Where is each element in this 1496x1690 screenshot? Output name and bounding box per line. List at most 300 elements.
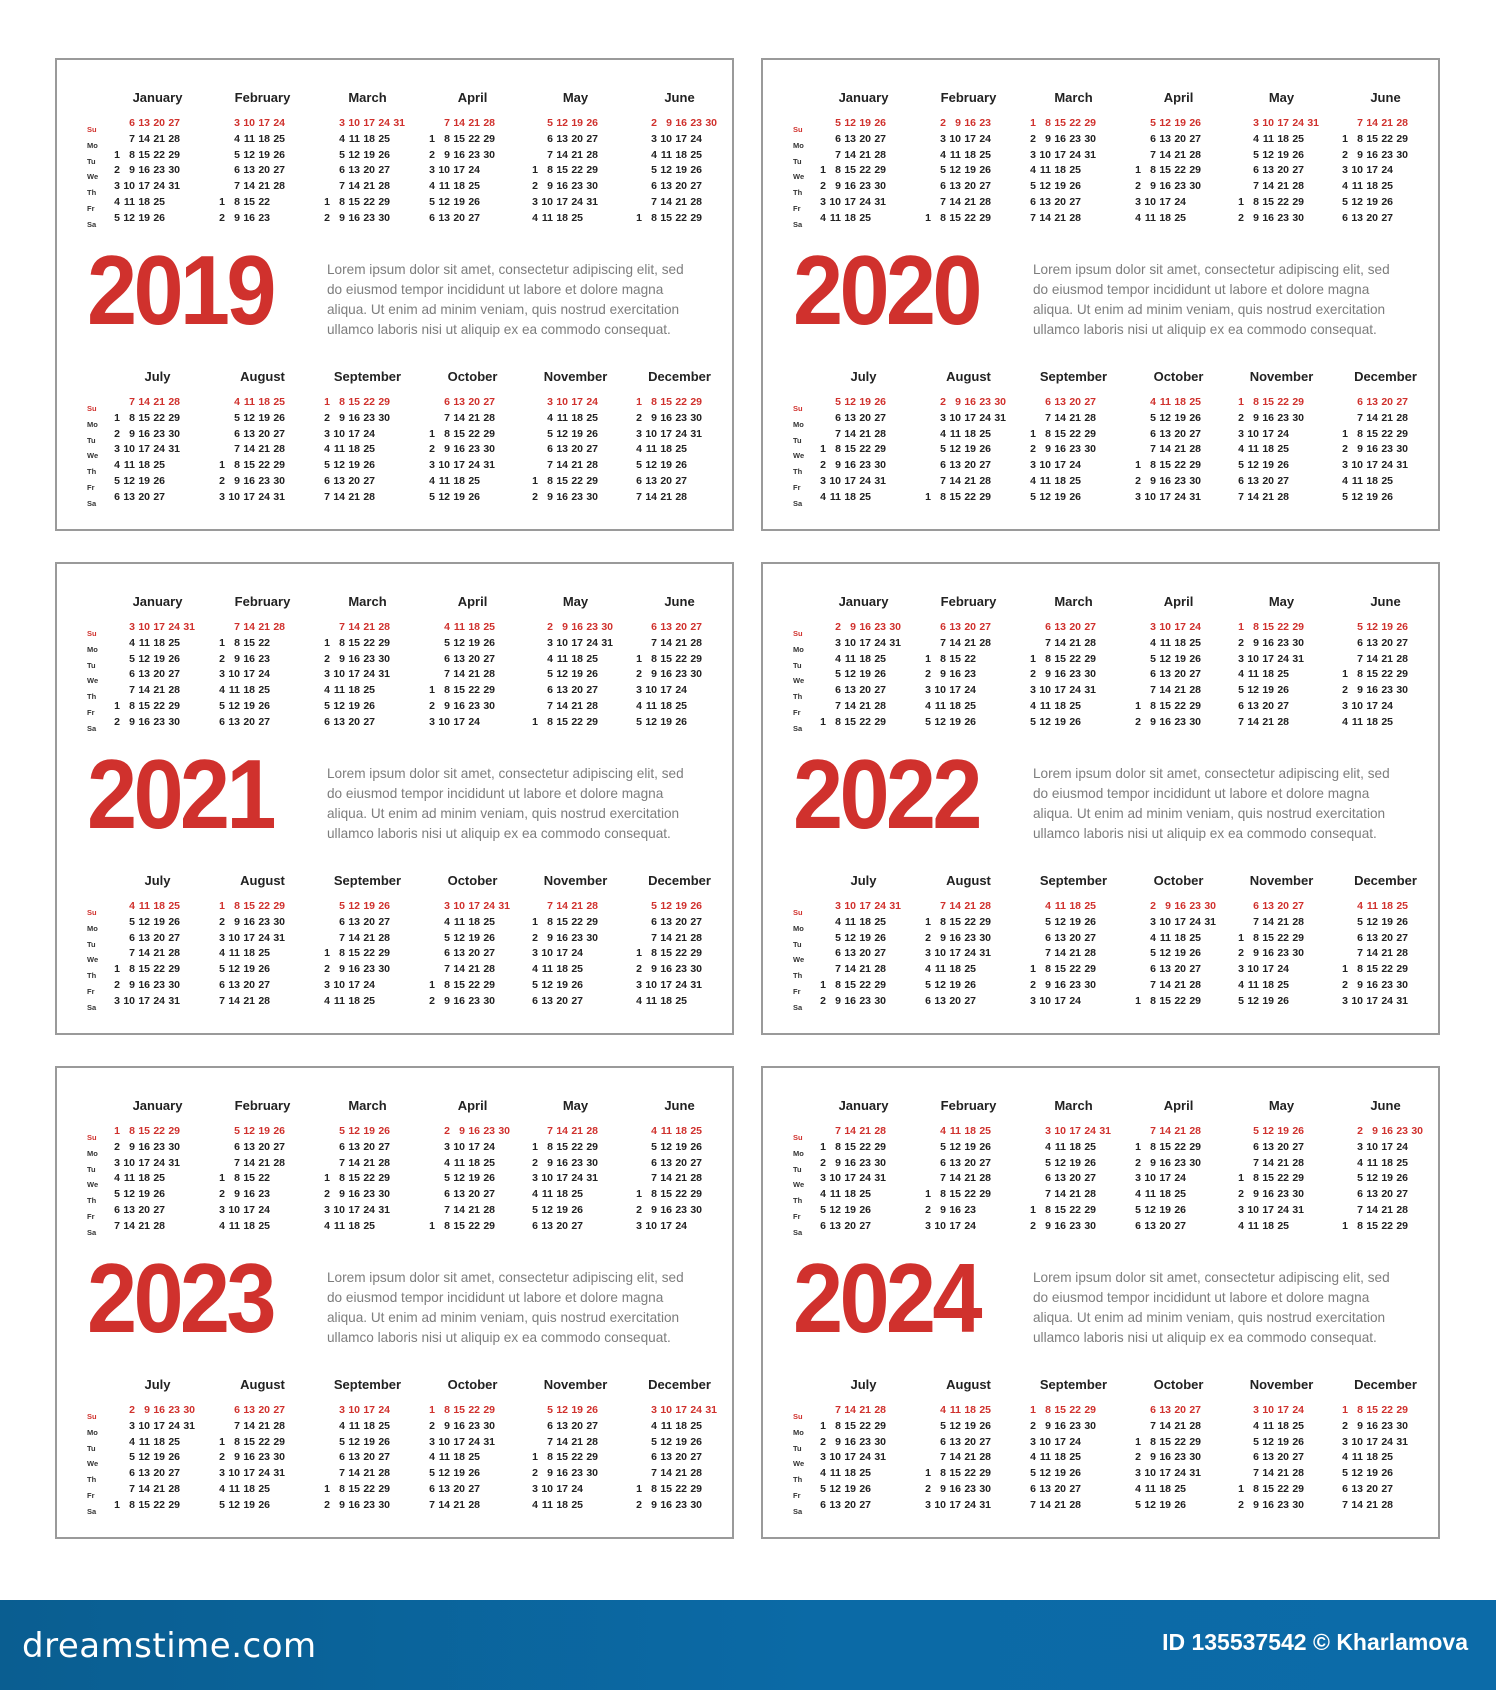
day-cell: 31 xyxy=(586,1172,598,1185)
day-cell: 5 xyxy=(444,1172,450,1185)
day-cell: 11 xyxy=(829,490,841,503)
weekday-row xyxy=(1229,931,1334,947)
day-cell: 24 xyxy=(690,132,702,145)
day-cell: 2 xyxy=(324,1188,330,1201)
day-cell: 14 xyxy=(949,900,961,912)
day-cell: 7 xyxy=(835,699,841,712)
weekday-label: Su xyxy=(793,404,803,413)
day-cell: 16 xyxy=(949,1203,961,1216)
day-cell: 20 xyxy=(363,1451,375,1464)
day-cell: 27 xyxy=(1174,1219,1186,1232)
day-cell: 16 xyxy=(138,1140,150,1153)
day-cell: 5 xyxy=(1150,652,1156,665)
weekday-label: We xyxy=(87,1459,99,1469)
day-cell: 8 xyxy=(1150,164,1156,177)
day-cell: 15 xyxy=(1262,1482,1274,1495)
weekday-row xyxy=(210,683,315,699)
day-cell: 6 xyxy=(1150,1404,1156,1416)
day-cell: 19 xyxy=(153,652,165,665)
day-cell: 7 xyxy=(234,180,240,193)
day-cell: 31 xyxy=(393,117,405,129)
day-cell: 1 xyxy=(219,1435,225,1448)
day-cell: 18 xyxy=(243,1219,255,1232)
day-cell: 26 xyxy=(1396,915,1408,928)
day-cell: 29 xyxy=(874,164,886,177)
day-cell: 22 xyxy=(1174,459,1186,472)
day-cell: 9 xyxy=(562,621,568,633)
day-cell: 16 xyxy=(571,621,583,633)
day-cell: 19 xyxy=(844,1482,856,1495)
day-cell: 12 xyxy=(645,459,657,472)
day-cell: 24 xyxy=(483,900,495,912)
day-cell: 18 xyxy=(1054,699,1066,712)
weekday-row xyxy=(627,962,732,978)
year-title: 2019 xyxy=(87,235,273,345)
day-cell: 21 xyxy=(964,900,976,912)
day-cell: 18 xyxy=(964,148,976,161)
day-cell: 6 xyxy=(114,1203,120,1216)
weekday-row xyxy=(1229,211,1334,227)
day-cell: 15 xyxy=(1262,621,1274,633)
day-cell: 11 xyxy=(123,459,135,472)
day-cell: 23 xyxy=(468,994,480,1007)
day-cell: 9 xyxy=(651,411,657,424)
month-april xyxy=(1126,88,1231,227)
weekday-row xyxy=(315,211,420,227)
day-cell: 8 xyxy=(1150,994,1156,1007)
day-cell: 11 xyxy=(645,994,657,1007)
day-cell: 20 xyxy=(675,180,687,193)
weekday-row xyxy=(1021,636,1126,652)
weekday-row xyxy=(523,636,628,652)
day-cell: 3 xyxy=(1045,1125,1051,1137)
month-september xyxy=(1021,367,1126,506)
day-cell: 16 xyxy=(348,1188,360,1201)
day-cell: 19 xyxy=(675,1140,687,1153)
day-cell: 3 xyxy=(1342,699,1348,712)
day-cell: 12 xyxy=(660,1435,672,1448)
day-cell: 2 xyxy=(114,1140,120,1153)
day-cell: 4 xyxy=(1342,715,1348,728)
day-cell: 9 xyxy=(234,652,240,665)
day-cell: 21 xyxy=(468,963,480,976)
day-cell: 16 xyxy=(243,652,255,665)
day-cell: 4 xyxy=(1342,1451,1348,1464)
day-cell: 23 xyxy=(859,1435,871,1448)
day-cell: 11 xyxy=(1262,1419,1274,1432)
day-cell: 24 xyxy=(979,132,991,145)
day-cell: 2 xyxy=(1030,978,1036,991)
day-cell: 6 xyxy=(129,117,135,129)
weekday-row xyxy=(1021,1171,1126,1187)
day-cell: 11 xyxy=(1247,668,1259,681)
weekday-row xyxy=(210,179,315,195)
day-cell: 30 xyxy=(1189,1451,1201,1464)
day-cell: 23 xyxy=(468,699,480,712)
weekday-row xyxy=(811,994,916,1010)
day-rows xyxy=(315,1403,420,1514)
day-cell: 15 xyxy=(243,1172,255,1185)
day-cell: 15 xyxy=(1159,1435,1171,1448)
weekday-row xyxy=(523,683,628,699)
day-cell: 9 xyxy=(339,1498,345,1511)
day-cell: 9 xyxy=(1045,1419,1051,1432)
day-cell: 5 xyxy=(1253,148,1259,161)
day-cell: 13 xyxy=(1247,699,1259,712)
day-cell: 21 xyxy=(153,396,165,408)
weekday-row xyxy=(105,715,210,731)
weekday-row xyxy=(916,1219,1021,1235)
day-cell: 18 xyxy=(844,1188,856,1201)
day-cell: 12 xyxy=(1144,1498,1156,1511)
day-cell: 3 xyxy=(324,668,330,681)
day-cell: 26 xyxy=(378,148,390,161)
day-cell: 2 xyxy=(1030,668,1036,681)
weekday-row xyxy=(210,931,315,947)
day-cell: 14 xyxy=(1247,490,1259,503)
day-cell: 11 xyxy=(1247,1219,1259,1232)
weekday-label: Fr xyxy=(793,1211,801,1221)
day-cell: 25 xyxy=(859,490,871,503)
day-cell: 5 xyxy=(129,652,135,665)
day-cell: 28 xyxy=(483,963,495,976)
weekday-row xyxy=(1333,931,1438,947)
day-cell: 30 xyxy=(1292,636,1304,649)
day-cell: 11 xyxy=(1054,1140,1066,1153)
day-cell: 1 xyxy=(219,900,225,912)
day-cell: 10 xyxy=(556,636,568,649)
day-cell: 15 xyxy=(138,1498,150,1511)
day-cell: 2 xyxy=(532,1156,538,1169)
day-cell: 10 xyxy=(541,1172,553,1185)
day-rows xyxy=(1126,1403,1231,1514)
day-cell: 8 xyxy=(547,164,553,177)
weekday-row xyxy=(1126,490,1231,506)
day-cell: 27 xyxy=(690,1451,702,1464)
day-cell: 1 xyxy=(636,211,642,224)
weekday-row xyxy=(315,652,420,668)
day-cell: 21 xyxy=(964,1172,976,1185)
day-cell: 15 xyxy=(1262,396,1274,408)
day-cell: 15 xyxy=(556,915,568,928)
day-cell: 12 xyxy=(1351,490,1363,503)
day-cell: 12 xyxy=(1159,411,1171,424)
day-cell: 12 xyxy=(660,1140,672,1153)
weekday-row xyxy=(627,715,732,731)
day-cell: 9 xyxy=(955,396,961,408)
day-cell: 28 xyxy=(979,900,991,912)
day-cell: 1 xyxy=(324,947,330,960)
day-rows xyxy=(523,899,628,1010)
day-cell: 19 xyxy=(1277,1435,1289,1448)
day-cell: 25 xyxy=(586,652,598,665)
weekday-row xyxy=(627,427,732,443)
day-cell: 21 xyxy=(859,1404,871,1416)
day-cell: 24 xyxy=(378,1404,390,1416)
day-cell: 8 xyxy=(339,1482,345,1495)
day-cell: 10 xyxy=(228,1467,240,1480)
day-cell: 18 xyxy=(153,1435,165,1448)
day-cell: 8 xyxy=(1253,396,1259,408)
weekday-label: Mo xyxy=(87,923,98,933)
day-cell: 18 xyxy=(363,132,375,145)
day-cell: 10 xyxy=(123,180,135,193)
day-cell: 28 xyxy=(1277,715,1289,728)
day-cell: 14 xyxy=(1247,715,1259,728)
weekday-label: Fr xyxy=(87,986,95,996)
day-cell: 16 xyxy=(138,715,150,728)
weekday-row xyxy=(1126,1124,1231,1140)
day-cell: 15 xyxy=(138,411,150,424)
day-cell: 1 xyxy=(1030,427,1036,440)
day-cell: 5 xyxy=(835,396,841,408)
day-cell: 25 xyxy=(483,915,495,928)
day-cell: 23 xyxy=(1174,474,1186,487)
day-rows xyxy=(523,116,628,227)
weekday-label: Fr xyxy=(87,1490,95,1500)
day-cell: 27 xyxy=(1189,427,1201,440)
day-cell: 22 xyxy=(964,211,976,224)
weekday-row xyxy=(1229,946,1334,962)
weekday-row xyxy=(315,1482,420,1498)
weekday-label: Su xyxy=(793,1412,803,1421)
day-cell: 8 xyxy=(835,978,841,991)
weekday-row xyxy=(811,946,916,962)
weekday-row xyxy=(916,962,1021,978)
day-cell: 4 xyxy=(835,915,841,928)
day-cell: 30 xyxy=(1084,1219,1096,1232)
day-cell: 12 xyxy=(438,490,450,503)
day-cell: 12 xyxy=(1054,1156,1066,1169)
month-name: December xyxy=(648,873,711,888)
weekday-label: Th xyxy=(87,467,97,477)
weekday-row xyxy=(420,179,525,195)
weekday-row xyxy=(1229,442,1334,458)
day-cell: 8 xyxy=(651,396,657,408)
day-cell: 22 xyxy=(363,947,375,960)
day-cell: 13 xyxy=(1159,132,1171,145)
brand-logo[interactable]: dreamstime.com xyxy=(22,1626,317,1666)
day-cell: 23 xyxy=(571,1467,583,1480)
day-cell: 12 xyxy=(556,427,568,440)
day-cell: 7 xyxy=(1150,1125,1156,1137)
day-cell: 9 xyxy=(1253,947,1259,960)
day-cell: 10 xyxy=(645,684,657,697)
day-cell: 8 xyxy=(547,474,553,487)
day-cell: 13 xyxy=(1247,474,1259,487)
weekday-label: Mo xyxy=(793,140,804,150)
weekday-row xyxy=(627,915,732,931)
weekday-row xyxy=(916,1419,1021,1435)
calendar-card-2019 xyxy=(55,58,734,531)
day-rows xyxy=(1021,899,1126,1010)
weekday-row xyxy=(523,490,628,506)
day-cell: 27 xyxy=(1292,1451,1304,1464)
day-cell: 24 xyxy=(1174,1467,1186,1480)
day-cell: 27 xyxy=(874,684,886,697)
day-rows xyxy=(1229,395,1334,506)
weekday-row xyxy=(420,1419,525,1435)
day-cell: 12 xyxy=(453,636,465,649)
day-cell: 13 xyxy=(556,1419,568,1432)
day-cell: 3 xyxy=(636,1219,642,1232)
day-cell: 4 xyxy=(1238,978,1244,991)
weekday-label: Fr xyxy=(793,203,801,213)
day-cell: 9 xyxy=(940,931,946,944)
day-cell: 16 xyxy=(453,994,465,1007)
day-cell: 16 xyxy=(675,117,687,129)
day-cell: 15 xyxy=(138,699,150,712)
day-cell: 10 xyxy=(660,1404,672,1416)
day-cell: 15 xyxy=(1159,699,1171,712)
weekday-row xyxy=(1333,458,1438,474)
day-cell: 11 xyxy=(1366,1156,1378,1169)
day-cell: 5 xyxy=(940,1419,946,1432)
day-cell: 23 xyxy=(363,411,375,424)
day-cell: 16 xyxy=(243,211,255,224)
weekday-label: Sa xyxy=(793,1227,803,1237)
months-january-june xyxy=(77,592,712,732)
weekday-row xyxy=(315,1156,420,1172)
weekday-row xyxy=(1229,1219,1334,1235)
day-cell: 26 xyxy=(1189,947,1201,960)
weekday-row xyxy=(210,1403,315,1419)
weekday-row xyxy=(315,620,420,636)
day-cell: 12 xyxy=(844,668,856,681)
day-rows xyxy=(420,395,525,506)
day-cell: 2 xyxy=(444,1125,450,1137)
day-cell: 24 xyxy=(1381,699,1393,712)
day-cell: 20 xyxy=(1262,474,1274,487)
day-cell: 6 xyxy=(651,180,657,193)
day-cell: 8 xyxy=(547,1451,553,1464)
day-cell: 16 xyxy=(964,396,976,408)
day-cell: 8 xyxy=(940,1467,946,1480)
weekday-row xyxy=(1126,211,1231,227)
weekday-row xyxy=(523,699,628,715)
day-cell: 13 xyxy=(333,474,345,487)
day-cell: 9 xyxy=(234,915,240,928)
day-cell: 16 xyxy=(844,459,856,472)
day-cell: 5 xyxy=(1357,621,1363,633)
day-cell: 14 xyxy=(1366,652,1378,665)
day-cell: 6 xyxy=(234,1404,240,1416)
day-cell: 27 xyxy=(675,474,687,487)
month-june xyxy=(627,592,732,731)
month-march xyxy=(315,88,420,227)
day-cell: 20 xyxy=(571,1419,583,1432)
day-cell: 3 xyxy=(1150,915,1156,928)
day-cell: 16 xyxy=(949,931,961,944)
day-cell: 6 xyxy=(940,621,946,633)
day-cell: 18 xyxy=(844,490,856,503)
day-cell: 8 xyxy=(1357,132,1363,145)
day-cell: 11 xyxy=(123,195,135,208)
placeholder-line: do eiusmod tempor incididunt ut labore et dolore magna xyxy=(1033,786,1370,801)
day-cell: 10 xyxy=(1054,1125,1066,1137)
day-cell: 2 xyxy=(1238,1188,1244,1201)
day-cell: 4 xyxy=(1030,1451,1036,1464)
weekday-row xyxy=(523,1187,628,1203)
day-cell: 31 xyxy=(1084,684,1096,697)
day-cell: 8 xyxy=(1253,621,1259,633)
day-cell: 10 xyxy=(660,132,672,145)
day-cell: 14 xyxy=(1366,1203,1378,1216)
day-cell: 8 xyxy=(547,915,553,928)
weekday-label: Sa xyxy=(793,1002,803,1012)
day-cell: 5 xyxy=(219,699,225,712)
day-cell: 24 xyxy=(1381,459,1393,472)
weekday-row xyxy=(1021,994,1126,1010)
day-cell: 17 xyxy=(844,1172,856,1185)
weekday-label: Th xyxy=(793,1196,803,1206)
day-cell: 6 xyxy=(835,411,841,424)
month-name: January xyxy=(132,90,183,105)
day-cell: 4 xyxy=(532,1498,538,1511)
day-cell: 4 xyxy=(234,396,240,408)
day-cell: 24 xyxy=(964,947,976,960)
day-cell: 18 xyxy=(348,994,360,1007)
day-cell: 24 xyxy=(1381,994,1393,1007)
day-cell: 7 xyxy=(339,931,345,944)
day-cell: 10 xyxy=(934,1498,946,1511)
day-cell: 10 xyxy=(123,443,135,456)
day-cell: 1 xyxy=(532,1140,538,1153)
day-cell: 26 xyxy=(571,978,583,991)
day-cell: 8 xyxy=(1253,931,1259,944)
day-cell: 13 xyxy=(138,668,150,681)
weekday-row xyxy=(627,994,732,1010)
day-cell: 22 xyxy=(1381,963,1393,976)
day-cell: 11 xyxy=(1039,699,1051,712)
day-cell: 14 xyxy=(949,636,961,649)
day-cell: 29 xyxy=(586,915,598,928)
day-cell: 30 xyxy=(690,411,702,424)
day-cell: 25 xyxy=(1277,443,1289,456)
month-name: October xyxy=(1153,873,1204,888)
day-cell: 4 xyxy=(444,915,450,928)
day-cell: 24 xyxy=(964,1498,976,1511)
month-name: October xyxy=(447,369,498,384)
weekday-label: We xyxy=(87,1180,99,1190)
day-cell: 5 xyxy=(444,931,450,944)
day-cell: 15 xyxy=(949,652,961,665)
day-cell: 4 xyxy=(219,1219,225,1232)
day-cell: 22 xyxy=(153,699,165,712)
day-cell: 30 xyxy=(1189,180,1201,193)
day-cell: 23 xyxy=(964,1482,976,1495)
weekday-row xyxy=(523,931,628,947)
day-cell: 25 xyxy=(874,915,886,928)
day-cell: 14 xyxy=(453,963,465,976)
day-cell: 2 xyxy=(1238,1498,1244,1511)
placeholder-line: aliqua. Ut enim ad minim veniam, quis nostrud exercitation xyxy=(327,1310,680,1325)
day-cell: 3 xyxy=(636,684,642,697)
day-cell: 20 xyxy=(348,474,360,487)
weekday-row xyxy=(627,1140,732,1156)
day-cell: 31 xyxy=(994,411,1006,424)
day-cell: 29 xyxy=(1292,1172,1304,1185)
day-cell: 21 xyxy=(859,963,871,976)
day-cell: 30 xyxy=(690,668,702,681)
day-cell: 18 xyxy=(258,132,270,145)
day-cell: 30 xyxy=(168,164,180,177)
weekday-row xyxy=(105,458,210,474)
day-cell: 11 xyxy=(844,915,856,928)
day-cell: 21 xyxy=(1381,652,1393,665)
weekday-row xyxy=(1229,978,1334,994)
month-name: October xyxy=(1153,1377,1204,1392)
